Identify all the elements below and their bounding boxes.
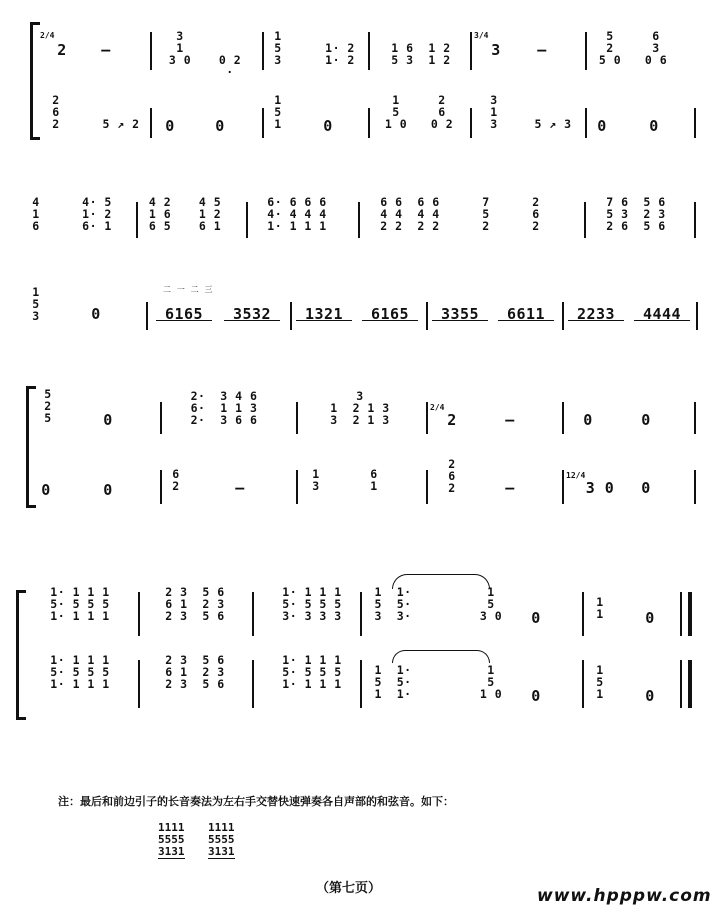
dash: –	[505, 411, 515, 429]
chord: 1· 2 1· 2	[325, 41, 355, 67]
final-barline	[688, 592, 692, 636]
chord: 2 6 2	[52, 93, 60, 131]
rest: 0	[531, 609, 541, 627]
note-slide: 5 ↗ 3	[534, 117, 572, 131]
time-signature: 2/4	[430, 403, 445, 412]
rest: 0	[597, 117, 607, 135]
chord: 6 2	[172, 467, 180, 493]
barline	[582, 660, 584, 708]
note-slide: 5 ↗ 2	[102, 117, 140, 131]
barline	[290, 302, 292, 330]
dash: –	[505, 479, 515, 497]
dash: –	[537, 41, 547, 59]
lower-staff	[0, 652, 728, 712]
barline	[296, 470, 298, 504]
chord: 1· 1 1 1 5· 5 5 5 1· 1 1 1	[50, 585, 110, 623]
chord: 5 2 5 0	[598, 29, 622, 67]
barline	[138, 592, 140, 636]
barline	[582, 592, 584, 636]
lower-staff	[0, 90, 728, 140]
barline	[694, 402, 696, 434]
barline	[262, 32, 264, 70]
chord: 1· 1 1 1 5· 5 5 5 1· 1 1 1	[282, 653, 342, 691]
barline	[470, 108, 472, 138]
chord: 1 1· 5 5· 1 1·	[374, 663, 412, 701]
chord: 4 5 1 2 6 1	[198, 195, 222, 233]
chord: 1 5 3	[32, 285, 40, 323]
chord: 6 3 0 6	[644, 29, 668, 67]
rest: 0	[215, 117, 225, 135]
barline	[358, 202, 360, 238]
time-signature: 12/4	[566, 471, 586, 480]
rest: 0	[583, 411, 593, 429]
chord: 3 1 3	[490, 93, 498, 131]
barline	[585, 108, 587, 138]
chord: 1 6 1 2 5 3 1 2	[391, 41, 451, 67]
rest: 0	[641, 411, 651, 429]
chord: 6 6 6 6 4 4 4 4 2 2 2 2	[380, 195, 440, 233]
barline	[562, 470, 564, 504]
upper-staff	[0, 584, 728, 640]
rest: 0	[103, 481, 113, 499]
chord: 4 2 1 6 6 5	[148, 195, 172, 233]
system-1	[0, 22, 728, 142]
barline	[368, 32, 370, 70]
barline	[426, 302, 428, 330]
chord: 3 1 3 0	[168, 29, 192, 67]
barline	[146, 302, 148, 330]
barline	[694, 470, 696, 504]
barline	[426, 402, 428, 434]
barline	[252, 592, 254, 636]
sixteenth-group: 6165	[362, 308, 418, 321]
barline	[562, 402, 564, 434]
note: 3	[491, 41, 501, 59]
chord: 1 5 1 0	[384, 93, 408, 131]
rest: 0	[649, 117, 659, 135]
final-barline	[688, 660, 692, 708]
barline	[584, 202, 586, 238]
chord: 2 6 2	[532, 195, 540, 233]
sixteenth-group: 3532	[224, 308, 280, 321]
barline	[138, 660, 140, 708]
barline	[360, 660, 362, 708]
lower-staff	[0, 456, 728, 506]
upper-staff	[0, 22, 728, 79]
chord: 6 1	[370, 467, 378, 493]
barline	[694, 202, 696, 238]
barline	[246, 202, 248, 238]
dash: –	[101, 41, 111, 59]
chord: 3 1 2 1 3 3 2 1 3	[330, 389, 390, 427]
note: 2	[57, 41, 67, 59]
barline	[368, 108, 370, 138]
rest: 0	[641, 479, 651, 497]
sixteenth-group: 4444	[634, 308, 690, 321]
rest: 0	[103, 411, 113, 429]
chord: 7 6 5 6 5 3 2 3 2 6 5 6	[606, 195, 666, 233]
barline	[696, 302, 698, 330]
chord: 1 5 1	[596, 663, 604, 701]
chord: 1 3	[312, 467, 320, 493]
chord: 1· 1 1 1 5· 5 5 5 1· 1 1 1	[50, 653, 110, 691]
time-signature: 3/4	[474, 31, 489, 40]
barline	[680, 660, 682, 708]
sixteenth-group: 1321	[296, 308, 352, 321]
chord: 1 5 1 0	[479, 663, 503, 701]
barline	[470, 32, 472, 70]
page-number: （第七页）	[316, 881, 382, 896]
system-5	[0, 574, 728, 724]
upper-staff	[0, 386, 728, 436]
system-4	[0, 386, 728, 510]
sixteenth-group: 2233	[568, 308, 624, 321]
barline	[360, 592, 362, 636]
barline	[150, 108, 152, 138]
chord: 0 2 ·	[218, 53, 242, 79]
note-example-1: 1111 5555 3131	[158, 821, 185, 858]
barline	[562, 302, 564, 330]
rest: 0	[165, 117, 175, 135]
chord: 7 5 2	[482, 195, 490, 233]
chord: 1 5 3 0	[479, 585, 503, 623]
barline	[160, 402, 162, 434]
chord: 5 2 5	[44, 387, 52, 425]
chord: 1 5 3	[274, 29, 282, 67]
dash: –	[235, 479, 245, 497]
barline	[252, 660, 254, 708]
barline	[680, 592, 682, 636]
sixteenth-group: 6611	[498, 308, 554, 321]
chord: 2· 3 4 6 6· 1 1 3 2· 3 6 6	[190, 389, 258, 427]
performance-note: 注：最后和前边引子的长音奏法为左右手交替快速弹奏各自声部的和弦音。如下：	[58, 795, 454, 808]
note: 3 0	[585, 479, 615, 497]
barline	[150, 32, 152, 70]
barline	[426, 470, 428, 504]
system-3	[0, 272, 728, 332]
rest: 0	[91, 305, 101, 323]
note-example-2: 1111 5555 3131	[208, 821, 235, 858]
barline	[694, 108, 696, 138]
barline	[262, 108, 264, 138]
note: 2	[447, 411, 457, 429]
watermark: www.hpppw.com	[537, 886, 712, 906]
fingering-marks: 二 一 二 三	[163, 285, 213, 294]
chord: 1 5 1	[274, 93, 282, 131]
time-signature: 2/4	[40, 31, 55, 40]
barline	[136, 202, 138, 238]
chord: 1 1	[596, 595, 604, 621]
chord: 4· 5 1· 2 6· 1	[82, 195, 112, 233]
chord: 2 3 5 6 6 1 2 3 2 3 5 6	[165, 653, 225, 691]
chord: 2 6 0 2	[430, 93, 454, 131]
chord: 6· 6 6 6 4· 4 4 4 1· 1 1 1	[267, 195, 327, 233]
chord: 1 1· 5 5· 3 3·	[374, 585, 412, 623]
rest: 0	[41, 481, 51, 499]
chord: 1· 1 1 1 5· 5 5 5 3· 3 3 3	[282, 585, 342, 623]
chord: 2 6 2	[448, 457, 456, 495]
chord: 4 1 6	[32, 195, 40, 233]
rest: 0	[531, 687, 541, 705]
chord: 2 3 5 6 6 1 2 3 2 3 5 6	[165, 585, 225, 623]
barline	[585, 32, 587, 70]
rest: 0	[645, 687, 655, 705]
barline	[160, 470, 162, 504]
sixteenth-group: 3355	[432, 308, 488, 321]
rest: 0	[645, 609, 655, 627]
sixteenth-group: 6165	[156, 308, 212, 321]
rest: 0	[323, 117, 333, 135]
barline	[296, 402, 298, 434]
system-2	[0, 194, 728, 244]
